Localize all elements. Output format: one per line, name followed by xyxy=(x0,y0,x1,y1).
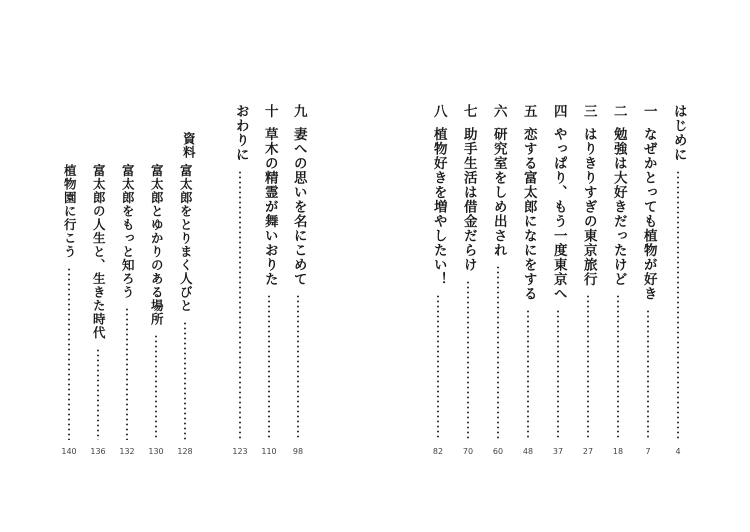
resource-entry-1[interactable] xyxy=(172,104,198,456)
dot-leader xyxy=(557,309,559,441)
dot-leader xyxy=(268,294,270,440)
page-number: 132 xyxy=(119,447,135,456)
resources-heading: 資料 xyxy=(181,132,197,159)
entry-title: なぜかとっても植物が好き xyxy=(640,126,657,301)
entry-title: やっぱり、もう一度東京へ xyxy=(550,126,567,301)
toc-entry-2[interactable] xyxy=(605,104,631,456)
page-number: 48 xyxy=(522,447,534,456)
chapter-number: 四 xyxy=(550,104,567,119)
page-number: 37 xyxy=(552,447,564,456)
entry-title: はじめに xyxy=(670,104,687,162)
page-number: 110 xyxy=(261,447,277,456)
chapter-number: 六 xyxy=(490,104,507,119)
dot-leader xyxy=(126,307,128,440)
entry-title: 富太郎をとりまく人びと xyxy=(178,164,194,313)
entry-title: 植物好きを増やしたい！ xyxy=(430,126,447,286)
entry-title: はりきりすぎの東京旅行 xyxy=(580,126,597,286)
entry-title: 勉強は大好きだったけど xyxy=(610,126,627,286)
toc-entry-7[interactable] xyxy=(455,104,481,456)
resource-entry-4[interactable] xyxy=(85,164,111,456)
chapter-number: 七 xyxy=(460,104,477,119)
dot-leader xyxy=(297,294,299,440)
dot-leader xyxy=(497,265,499,440)
toc-entry-6[interactable] xyxy=(485,104,511,456)
entry-title: 植物園に行こう xyxy=(62,164,78,259)
page-number: 70 xyxy=(462,447,474,456)
dot-leader xyxy=(97,348,99,441)
chapter-number: 三 xyxy=(580,104,597,119)
toc-entry-1[interactable] xyxy=(635,104,661,456)
chapter-number: 十 xyxy=(261,104,278,119)
page-number: 123 xyxy=(232,447,248,456)
entry-title: 助手生活は借金だらけ xyxy=(460,126,477,272)
page-number: 140 xyxy=(61,447,77,456)
chapter-number: 二 xyxy=(610,104,627,119)
dot-leader xyxy=(677,170,679,440)
page-number: 60 xyxy=(492,447,504,456)
entry-title: 恋する富太郎になにをする xyxy=(520,126,537,301)
dot-leader xyxy=(68,267,70,441)
chapter-number: 八 xyxy=(430,104,447,119)
page-number: 136 xyxy=(90,447,106,456)
dot-leader xyxy=(155,334,157,440)
entry-title: 富太郎とゆかりのある場所 xyxy=(149,164,165,326)
entry-title: 妻への思いを名にこめて xyxy=(290,126,307,286)
dot-leader xyxy=(587,294,589,440)
entry-title: 富太郎の人生と、生きた時代 xyxy=(91,164,107,340)
dot-leader xyxy=(467,280,469,441)
entry-title: 草木の精霊が舞いおりた xyxy=(261,126,278,286)
dot-leader xyxy=(647,309,649,441)
page-number: 27 xyxy=(582,447,594,456)
page-number: 18 xyxy=(612,447,624,456)
resource-entry-5[interactable] xyxy=(56,164,82,456)
chapter-number: 九 xyxy=(290,104,307,119)
page-number: 82 xyxy=(432,447,444,456)
dot-leader xyxy=(527,309,529,441)
page-number: 7 xyxy=(645,447,651,456)
entry-title: 研究室をしめ出され xyxy=(490,126,507,257)
chapter-number: 一 xyxy=(640,104,657,119)
page-number: 98 xyxy=(292,447,304,456)
page-number: 128 xyxy=(177,447,193,456)
entry-title: 富太郎をもっと知ろう xyxy=(120,164,136,299)
page-number: 4 xyxy=(675,447,681,456)
chapter-number: 五 xyxy=(520,104,537,119)
dot-leader xyxy=(239,170,241,440)
toc-entry-4[interactable] xyxy=(545,104,571,456)
toc-entry-8[interactable] xyxy=(425,104,451,456)
entry-title: おわりに xyxy=(232,104,249,162)
resource-entry-3[interactable] xyxy=(114,164,140,456)
page-number: 130 xyxy=(148,447,164,456)
toc-entry-hajimeni[interactable] xyxy=(665,104,691,456)
toc-entry-owarini[interactable] xyxy=(227,104,253,456)
dot-leader xyxy=(184,321,186,441)
toc-entry-9[interactable] xyxy=(285,104,311,456)
toc-entry-5[interactable] xyxy=(515,104,541,456)
toc-entry-3[interactable] xyxy=(575,104,601,456)
dot-leader xyxy=(617,294,619,440)
resource-entry-2[interactable] xyxy=(143,164,169,456)
dot-leader xyxy=(437,294,439,440)
toc-entry-10[interactable] xyxy=(256,104,282,456)
